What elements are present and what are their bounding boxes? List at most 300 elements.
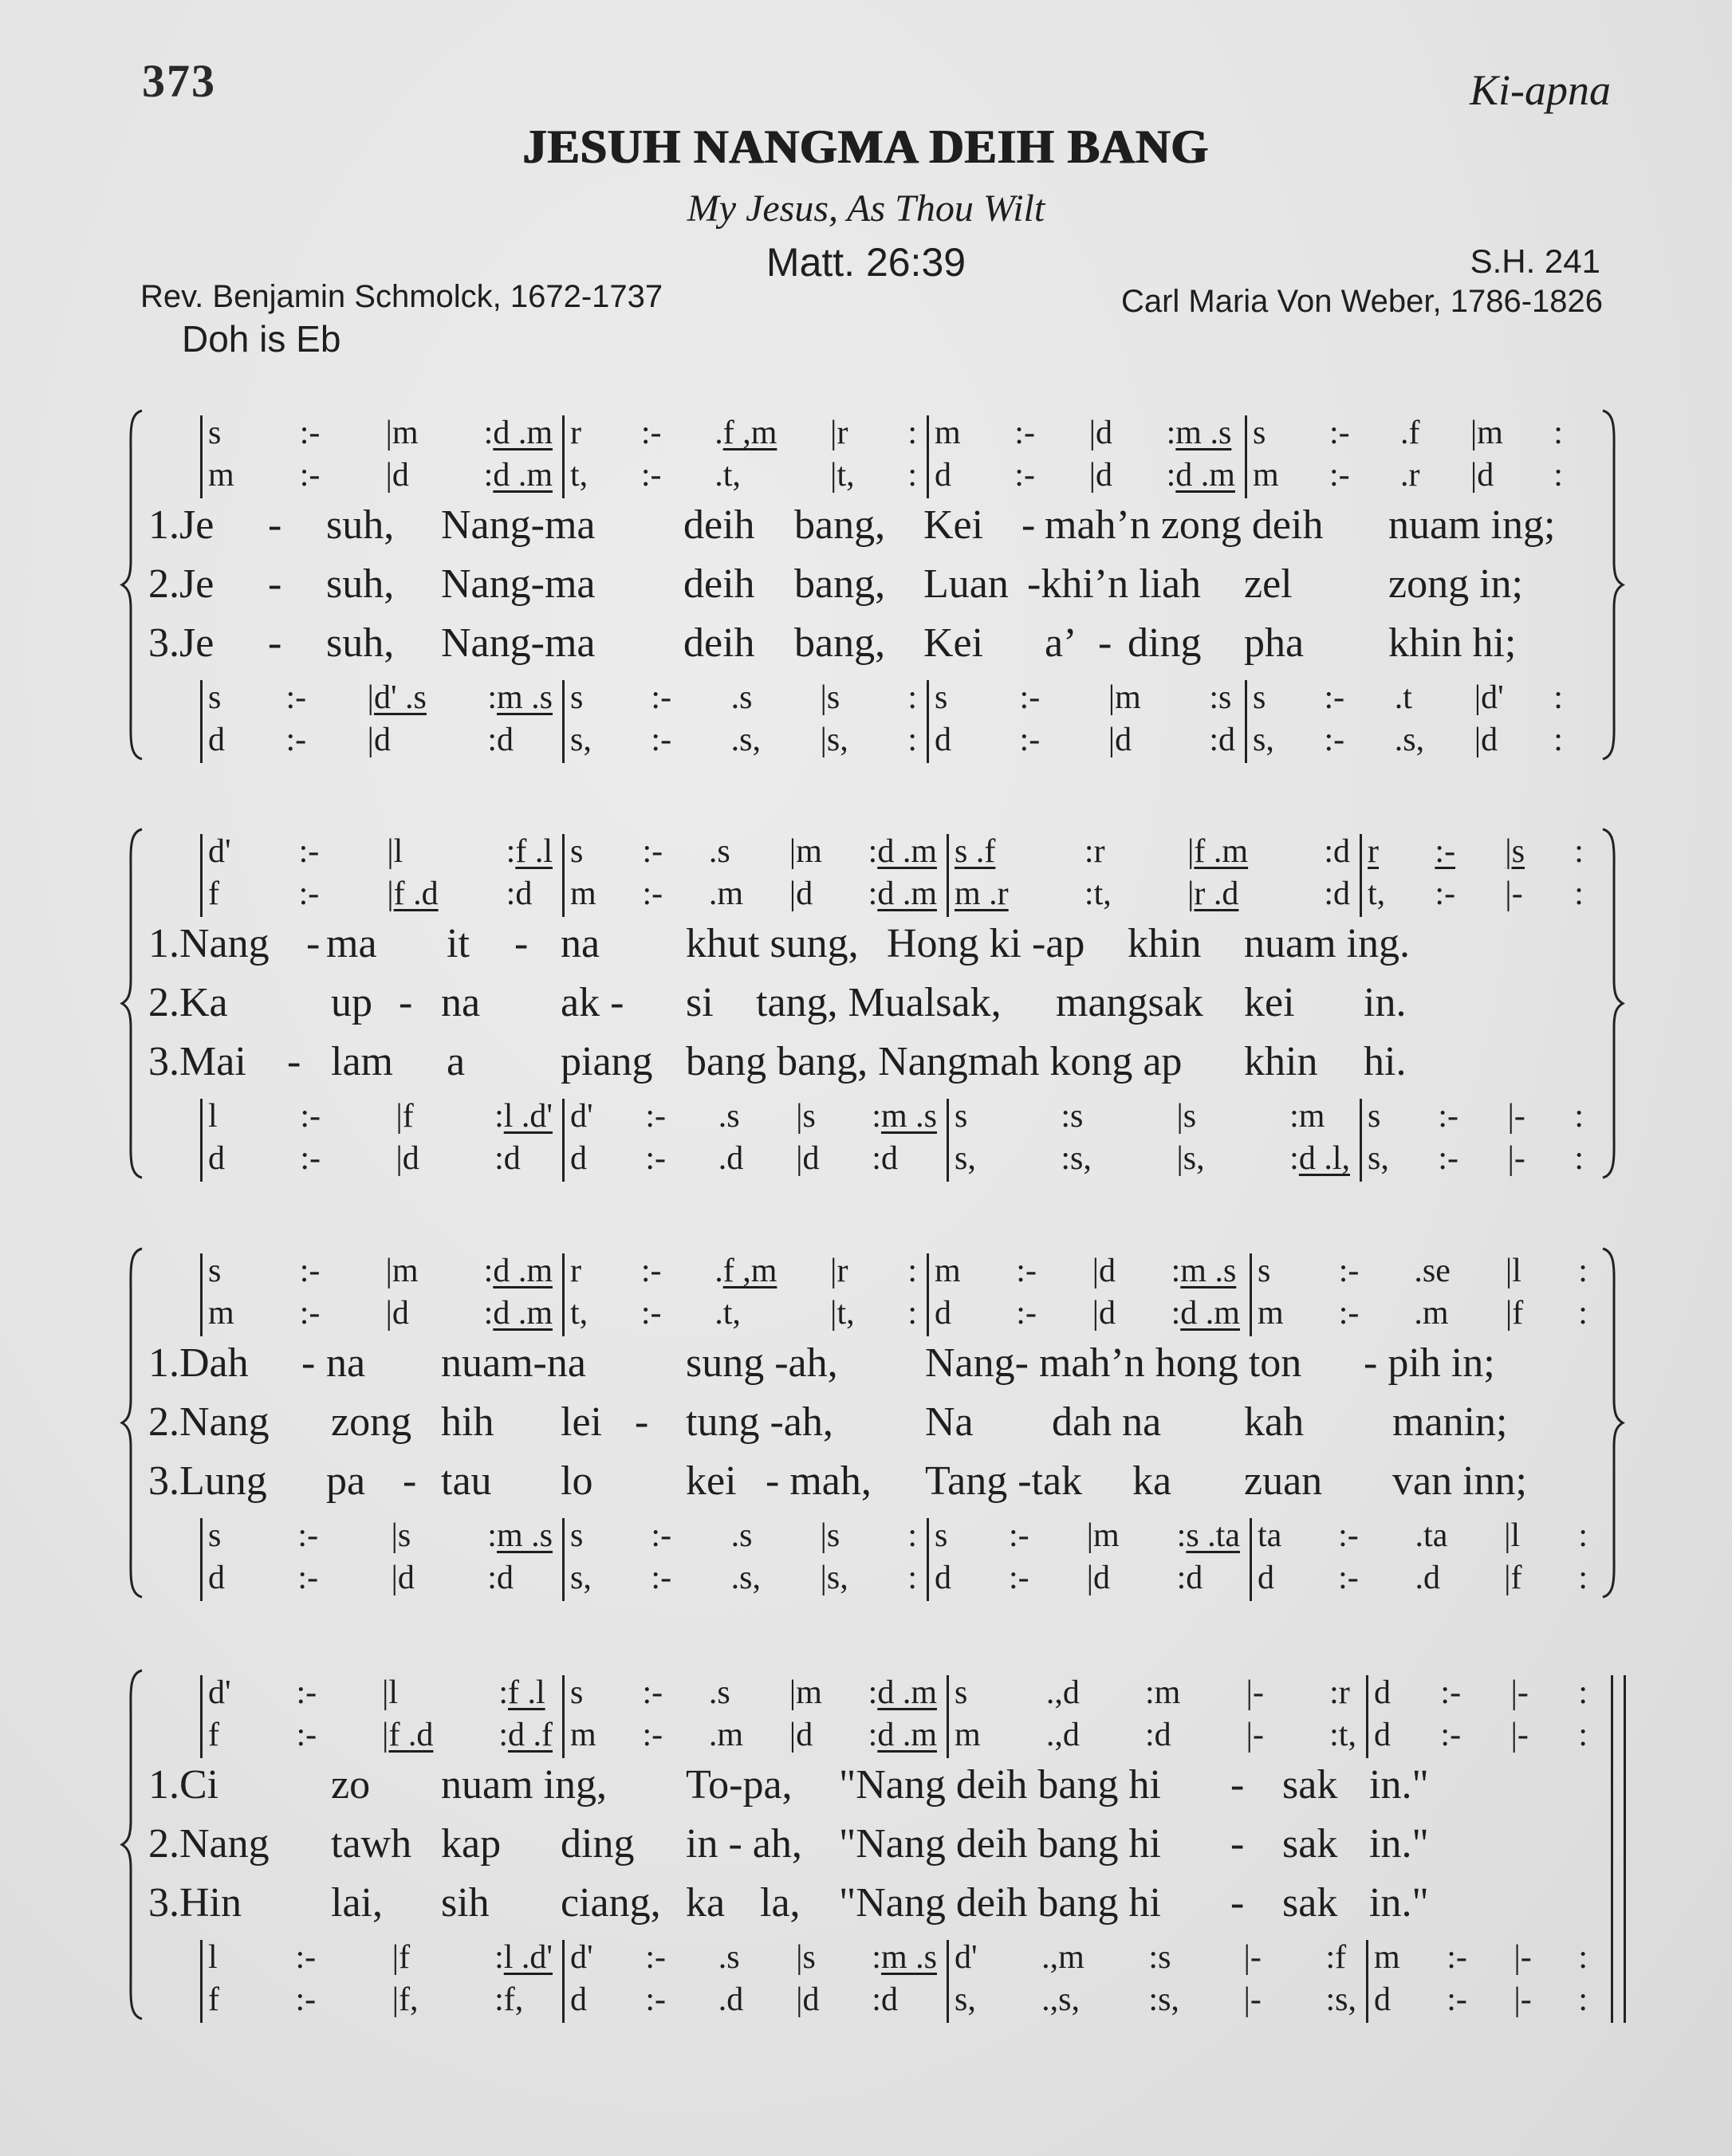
lyric-syllable: - — [1230, 1880, 1245, 1926]
solfa-note — [1167, 454, 1235, 497]
left-brace-icon — [120, 826, 147, 1185]
solfa-note: s — [570, 833, 584, 870]
measure-lower — [928, 677, 1246, 761]
lyric-syllable: up — [331, 980, 372, 1025]
lyric-syllable: kei — [1244, 980, 1295, 1025]
solfa-note: :- — [1019, 679, 1041, 716]
solfa-prefix: : — [1171, 1253, 1181, 1289]
solfa-note: :- — [300, 1140, 321, 1177]
bar-line — [562, 1099, 565, 1182]
solfa-prefix: : — [1166, 457, 1176, 494]
solfa-note: :- — [1014, 415, 1035, 451]
lyric-syllable: Na — [925, 1399, 974, 1445]
solfa-note: :s — [1209, 679, 1232, 716]
solfa-note: :- — [299, 1253, 321, 1289]
measure-upper — [1246, 412, 1574, 497]
hymn-subtitle: My Jesus, As Thou Wilt — [687, 187, 1045, 230]
bar-line — [200, 1253, 203, 1336]
solfa-note: f — [208, 875, 219, 912]
solfa-note: s — [935, 1517, 948, 1554]
solfa-note: s — [208, 679, 222, 716]
bar-line — [562, 1675, 565, 1758]
solfa-prefix: : — [494, 1939, 504, 1976]
solfa-beamed-notes: d .l, — [1298, 1140, 1350, 1177]
solfa-note: |m — [789, 833, 822, 870]
solfa-beamed-notes: l .d' — [503, 1098, 553, 1135]
bar-line — [562, 415, 565, 498]
lyric-syllable: - — [268, 502, 282, 548]
measure-upper — [948, 1672, 1368, 1757]
lyric-syllable: it — [447, 921, 470, 966]
lyric-syllable: mah’n zong deih — [1045, 502, 1324, 548]
measure-lower — [1251, 1515, 1599, 1599]
solfa-note: :d — [1324, 833, 1350, 870]
solfa-note: |- — [1246, 1717, 1264, 1753]
right-brace-icon — [1598, 826, 1625, 1185]
lyric-syllable: hi. — [1364, 1039, 1407, 1084]
solfa-note: :- — [645, 1981, 667, 2018]
solfa-beamed-notes: f .m — [1194, 833, 1249, 870]
solfa-note: .f — [1400, 415, 1420, 451]
lyric-syllable: suh, — [326, 620, 395, 666]
author-credit: Rev. Benjamin Schmolck, 1672-1737 — [140, 279, 663, 314]
solfa-note — [1505, 831, 1525, 873]
tune-name: Ki-apna — [1469, 66, 1611, 114]
solfa-note: :- — [298, 833, 320, 870]
lyric-syllable: in. — [1364, 980, 1407, 1025]
solfa-note: :- — [642, 875, 663, 912]
solfa-note: m — [935, 1253, 961, 1289]
solfa-note: |l — [387, 833, 403, 870]
solfa-note: : — [1553, 722, 1563, 758]
lyric-syllable: suh, — [326, 561, 395, 607]
solfa-beamed-notes: d .m — [877, 875, 937, 912]
solfa-note: |m — [385, 415, 419, 451]
bar-line — [562, 1940, 565, 2023]
solfa-note: :- — [1338, 1295, 1360, 1332]
lyric-syllable: tawh — [331, 1821, 412, 1867]
lyric-syllable: Luan — [923, 561, 1009, 607]
solfa-note: |d — [1474, 722, 1498, 758]
solfa-beamed-notes: m .s — [496, 679, 553, 716]
solfa-note: :d — [487, 1560, 514, 1596]
lyric-syllable: 2.Nang — [148, 1821, 270, 1867]
solfa-prefix: | — [1187, 833, 1195, 870]
solfa-note: :- — [296, 1674, 317, 1711]
solfa-beamed-notes: :- — [1435, 833, 1456, 870]
solfa-prefix: : — [1171, 1295, 1181, 1332]
solfa-note: |d' — [1474, 679, 1504, 716]
lyric-syllable: manin; — [1392, 1399, 1508, 1445]
solfa-prefix: : — [498, 1674, 508, 1711]
solfa-prefix: : — [487, 679, 497, 716]
solfa-note: |d — [367, 722, 391, 758]
solfa-note: m — [935, 415, 961, 451]
solfa-note: : — [907, 1560, 917, 1596]
solfa-beamed-notes: f .d — [388, 1717, 434, 1753]
solfa-note: s, — [955, 1140, 976, 1177]
measure-upper — [564, 1250, 928, 1335]
solfa-note: :- — [1016, 1253, 1037, 1289]
lyric-syllable: mangsak — [1056, 980, 1203, 1025]
solfa-note: l — [208, 1098, 218, 1135]
final-double-bar — [1611, 1940, 1613, 2023]
lyric-syllable: - — [1230, 1821, 1245, 1867]
lyric-syllable: si — [686, 980, 714, 1025]
solfa-note: .,s, — [1041, 1981, 1081, 2018]
solfa-beamed-notes: d .m — [1175, 457, 1235, 494]
solfa-note: :r — [1329, 1674, 1350, 1711]
lyric-syllable: - — [1230, 1762, 1245, 1808]
solfa-note: s — [570, 1674, 584, 1711]
solfa-beamed-notes: f .d — [393, 875, 439, 912]
bar-line — [947, 1940, 949, 2023]
lyric-syllable: van inn; — [1392, 1458, 1527, 1504]
measure-lower — [948, 1937, 1368, 2021]
solfa-beamed-notes: d .m — [493, 1295, 553, 1332]
solfa-note: |d — [1088, 415, 1112, 451]
solfa-note: |l — [1504, 1517, 1521, 1554]
lyric-syllable: - mah, — [766, 1458, 872, 1504]
solfa-note: |- — [1507, 1140, 1525, 1177]
lyric-syllable: ka — [1132, 1458, 1172, 1504]
solfa-note: |f — [396, 1098, 414, 1135]
solfa-note — [498, 1714, 553, 1757]
solfa-note — [487, 1515, 553, 1557]
solfa-note: :- — [285, 722, 307, 758]
solfa-note: :- — [298, 875, 320, 912]
solfa-note: .t — [1394, 679, 1412, 716]
solfa-note: : — [1574, 1098, 1584, 1135]
measure-lower — [564, 1937, 948, 2021]
solfa-beamed-notes: m .r — [955, 875, 1009, 912]
solfa-note — [868, 873, 937, 915]
lyric-syllable: 3.Je — [148, 620, 215, 666]
lyric-syllable: - — [1098, 620, 1112, 666]
solfa-note: : — [907, 1295, 917, 1332]
measure-lower — [202, 1096, 564, 1180]
solfa-note: m — [955, 1717, 981, 1753]
lyric-syllable: a’ — [1045, 620, 1077, 666]
solfa-note — [484, 454, 553, 497]
solfa-note: :t, — [1329, 1717, 1356, 1753]
lyric-syllable: tang, Mualsak, — [756, 980, 1002, 1025]
solfa-note: :m — [1145, 1674, 1181, 1711]
solfa-note: m — [570, 875, 596, 912]
solfa-note: d' — [570, 1098, 593, 1135]
solfa-note: :- — [1329, 415, 1350, 451]
solfa-note: : — [1574, 833, 1584, 870]
lyric-syllable: ka — [686, 1880, 726, 1926]
solfa-note: :- — [297, 1517, 319, 1554]
solfa-note: m — [570, 1717, 596, 1753]
solfa-note: d' — [955, 1939, 978, 1976]
solfa-note: |- — [1510, 1717, 1529, 1753]
solfa-beamed-notes: d' .s — [373, 679, 427, 716]
solfa-prefix: | — [387, 875, 394, 912]
solfa-note: :- — [1338, 1517, 1359, 1554]
solfa-prefix: . — [714, 415, 723, 451]
solfa-note: t, — [1368, 875, 1386, 912]
solfa-note: d' — [208, 833, 231, 870]
solfa-note: |l — [1505, 1253, 1521, 1289]
measure-lower — [928, 1515, 1251, 1599]
solfa-note — [506, 831, 553, 873]
solfa-prefix: : — [872, 1939, 881, 1976]
solfa-note: d — [1374, 1674, 1391, 1711]
solfa-note: : — [1578, 1717, 1588, 1753]
lyric-syllable: tau — [441, 1458, 492, 1504]
bar-line — [200, 1099, 203, 1182]
lyric-syllable: - — [301, 1340, 316, 1386]
lyric-syllable: 1.Nang — [148, 921, 270, 966]
solfa-note: :- — [1324, 722, 1345, 758]
measure-lower — [1246, 677, 1574, 761]
music-system — [0, 831, 1732, 1182]
solfa-note: s, — [1253, 722, 1274, 758]
lyric-syllable: ding — [1128, 620, 1202, 666]
solfa-beamed-notes: r — [1368, 833, 1379, 870]
solfa-note: s — [1253, 415, 1266, 451]
solfa-note — [868, 1714, 937, 1757]
lyric-syllable: Hong ki -ap — [887, 921, 1085, 966]
lyric-syllable: sung -ah, — [686, 1340, 838, 1386]
solfa-note: |t, — [830, 457, 855, 494]
solfa-note: .s, — [730, 722, 761, 758]
lyric-syllable: - — [306, 921, 321, 966]
measure-upper — [202, 1250, 564, 1335]
bar-line — [200, 1518, 203, 1601]
lyric-syllable: sak — [1282, 1821, 1338, 1867]
lyric-syllable: in." — [1369, 1821, 1429, 1867]
bar-line — [1245, 415, 1247, 498]
solfa-note — [484, 412, 553, 454]
lyric-syllable: Nang-ma — [441, 561, 596, 607]
solfa-note: .s — [730, 1517, 753, 1554]
bar-line — [1366, 1675, 1368, 1758]
solfa-note: :r — [1084, 833, 1105, 870]
solfa-prefix: : — [483, 1253, 494, 1289]
lyric-syllable: 1.Je — [148, 502, 215, 548]
solfa-note: |d — [1092, 1253, 1116, 1289]
solfa-note: |d — [391, 1560, 415, 1596]
solfa-note — [484, 1292, 553, 1335]
final-double-bar — [1624, 1940, 1626, 2023]
solfa-note: |s — [820, 679, 840, 716]
solfa-note — [1171, 1292, 1240, 1335]
solfa-note: |r — [830, 415, 848, 451]
lyric-syllable: nuam ing. — [1244, 921, 1410, 966]
lyric-syllable: zong — [331, 1399, 412, 1445]
bar-line — [1245, 680, 1247, 763]
lyric-syllable: "Nang deih bang hi — [839, 1762, 1161, 1808]
solfa-note: d — [935, 1560, 951, 1596]
lyric-syllable: nuam-na — [441, 1340, 586, 1386]
solfa-note — [714, 412, 777, 454]
solfa-note: d — [935, 457, 951, 494]
lyric-syllable: bang, — [794, 561, 886, 607]
lyric-syllable: kap — [441, 1821, 502, 1867]
solfa-note — [872, 1096, 937, 1138]
lyric-syllable: - — [268, 620, 282, 666]
solfa-prefix: : — [483, 1295, 494, 1332]
solfa-note — [484, 1250, 553, 1292]
solfa-beamed-notes: m .s — [496, 1517, 553, 1554]
solfa-note: |- — [1510, 1674, 1529, 1711]
bar-line — [927, 415, 929, 498]
lyric-syllable: sak — [1282, 1880, 1338, 1926]
lyric-syllable: - pih in; — [1364, 1340, 1495, 1386]
lyric-syllable: khut sung, — [686, 921, 859, 966]
solfa-beamed-notes: m .s — [880, 1098, 937, 1135]
lyric-syllable: zuan — [1244, 1458, 1323, 1504]
solfa-note: d — [1258, 1560, 1274, 1596]
lyric-syllable: bang, — [794, 620, 886, 666]
solfa-note: :- — [299, 415, 321, 451]
solfa-note: :- — [642, 833, 663, 870]
solfa-note: .s — [708, 1674, 730, 1711]
solfa-note: : — [907, 457, 917, 494]
bar-line — [1366, 1940, 1368, 2023]
measure-upper — [202, 831, 564, 915]
lyric-syllable: - — [403, 1458, 417, 1504]
solfa-note: |r — [830, 1253, 848, 1289]
bar-line — [927, 1518, 929, 1601]
solfa-note: :- — [1008, 1517, 1029, 1554]
solfa-note: s — [1258, 1253, 1271, 1289]
solfa-note: s — [570, 1517, 584, 1554]
solfa-note: :d — [506, 875, 533, 912]
solfa-note: :- — [1440, 1717, 1462, 1753]
solfa-note: |d — [789, 1717, 813, 1753]
solfa-note: |- — [1507, 1098, 1525, 1135]
music-system — [0, 1672, 1732, 2023]
solfa-prefix: : — [868, 1674, 878, 1711]
solfa-note: :m — [1289, 1098, 1325, 1135]
measure-lower — [564, 1096, 948, 1180]
solfa-note: : — [1574, 875, 1584, 912]
lyric-syllable: To-pa, — [686, 1762, 793, 1808]
solfa-note: .,d — [1045, 1717, 1080, 1753]
solfa-note — [872, 1937, 937, 1979]
solfa-note — [487, 677, 553, 719]
solfa-note: .s — [718, 1098, 740, 1135]
bar-line — [947, 1675, 949, 1758]
measure-upper — [928, 412, 1246, 497]
solfa-note: .t, — [714, 457, 741, 494]
lyric-syllable: ding — [561, 1821, 635, 1867]
solfa-prefix: : — [494, 1098, 504, 1135]
lyric-syllable: "Nang deih bang hi — [839, 1880, 1161, 1926]
solfa-note: :- — [640, 457, 662, 494]
lyric-syllable: - — [514, 921, 529, 966]
solfa-note — [1187, 873, 1248, 915]
solfa-note: s — [955, 1098, 968, 1135]
solfa-note: d — [208, 1140, 225, 1177]
solfa-prefix: : — [1166, 415, 1176, 451]
music-system — [0, 1250, 1732, 1601]
solfa-note: .se — [1414, 1253, 1451, 1289]
solfa-note: :- — [1014, 457, 1035, 494]
bar-line — [947, 1099, 949, 1182]
solfa-note: t, — [570, 1295, 588, 1332]
lyric-syllable: dah na — [1052, 1399, 1162, 1445]
solfa-beamed-notes: d .m — [877, 833, 937, 870]
solfa-note: |f — [1505, 1295, 1524, 1332]
key-signature: Doh is Eb — [182, 318, 341, 360]
music-system — [0, 412, 1732, 763]
solfa-note: :- — [642, 1717, 663, 1753]
solfa-note: :- — [1438, 1140, 1458, 1177]
solfa-note: |d — [789, 875, 813, 912]
solfa-note: :d — [1145, 1717, 1171, 1753]
lyric-syllable: bang bang, Nangmah kong ap — [686, 1039, 1183, 1084]
solfa-note: :- — [651, 1560, 672, 1596]
solfa-note: |m — [1108, 679, 1141, 716]
solfa-note: .m — [708, 1717, 744, 1753]
hymn-title: JESUH NANGMA DEIH BANG — [522, 120, 1210, 173]
lyric-syllable: piang — [561, 1039, 653, 1084]
left-brace-icon — [120, 407, 147, 766]
solfa-note: :d — [872, 1140, 898, 1177]
solfa-note: :- — [1338, 1560, 1359, 1596]
solfa-note: :t, — [1084, 875, 1112, 912]
solfa-beamed-notes: f ,m — [722, 415, 777, 451]
solfa-note: :- — [299, 457, 321, 494]
solfa-note: .,d — [1045, 1674, 1080, 1711]
lyric-syllable: "Nang deih bang hi — [839, 1821, 1161, 1867]
solfa-note: |- — [1243, 1939, 1262, 1976]
solfa-beamed-notes: d .m — [877, 1717, 937, 1753]
solfa-note: ta — [1258, 1517, 1282, 1554]
solfa-note: |t, — [830, 1295, 855, 1332]
hymn-number: 373 — [142, 55, 216, 107]
solfa-beamed-notes: d .m — [877, 1674, 937, 1711]
solfa-note: |d — [1088, 457, 1112, 494]
solfa-note: |d — [396, 1140, 419, 1177]
solfa-note: .s, — [1394, 722, 1425, 758]
solfa-note: .,m — [1041, 1939, 1084, 1976]
solfa-beamed-notes: d .m — [493, 457, 553, 494]
solfa-note: .r — [1400, 457, 1420, 494]
lyric-syllable: - — [287, 1039, 301, 1084]
solfa-note: .s — [730, 679, 753, 716]
solfa-note: |- — [1514, 1939, 1532, 1976]
solfa-note: |s, — [820, 722, 848, 758]
solfa-note: |s — [391, 1517, 411, 1554]
solfa-prefix: : — [868, 1717, 878, 1753]
solfa-note: : — [1578, 1981, 1588, 2018]
solfa-note: s, — [570, 1560, 592, 1596]
lyric-syllable: 3.Mai — [148, 1039, 246, 1084]
measure-lower — [948, 1096, 1361, 1180]
solfa-note: |m — [789, 1674, 822, 1711]
solfa-note: |- — [1514, 1981, 1532, 2018]
solfa-note: |s — [796, 1939, 816, 1976]
solfa-note: |s, — [820, 1560, 848, 1596]
lyric-syllable: lo — [561, 1458, 593, 1504]
measure-upper — [1368, 1672, 1599, 1757]
solfa-note — [1187, 831, 1248, 873]
lyric-syllable: lei — [561, 1399, 602, 1445]
solfa-prefix: : — [487, 1517, 497, 1554]
lyric-syllable: na — [561, 921, 600, 966]
solfa-note: m — [208, 1295, 234, 1332]
final-double-bar — [1611, 1675, 1613, 1940]
solfa-note: s — [208, 415, 222, 451]
solfa-note: |s, — [1176, 1140, 1205, 1177]
solfa-note — [955, 831, 1009, 873]
